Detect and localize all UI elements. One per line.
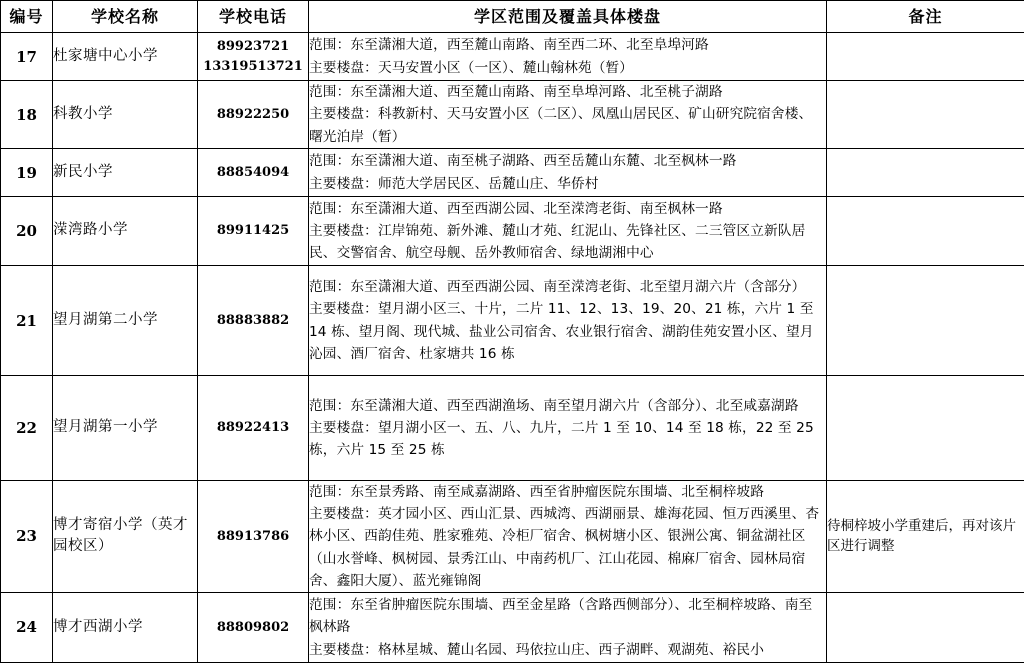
scope-range: 范围：东至省肿瘤医院东围墙、西至金星路（含路西侧部分）、北至桐梓坡路、南至枫林路 [309, 594, 826, 638]
column-header-remark: 备注 [827, 1, 1024, 33]
table-row [1, 33, 1024, 81]
table-row [1, 149, 1024, 197]
scope-range: 范围：东至潇湘大道，西至麓山南路、南至西二环、北至阜埠河路 [309, 34, 826, 56]
remark [827, 266, 1024, 376]
remark: 待桐梓坡小学重建后，再对该片区进行调整 [827, 481, 1024, 593]
district-scope [309, 149, 827, 197]
school-phone [198, 481, 309, 593]
school-name: 望月湖第一小学 [53, 376, 198, 481]
phone-number: 88922250 [198, 105, 308, 125]
row-id: 24 [1, 592, 53, 662]
phone-number: 89911425 [198, 221, 308, 241]
district-scope [309, 81, 827, 149]
table-body [1, 33, 1024, 663]
school-phone [198, 81, 309, 149]
school-phone [198, 266, 309, 376]
table-header [1, 1, 1024, 33]
phone-number: 88913786 [198, 527, 308, 547]
column-header-scope: 学区范围及覆盖具体楼盘 [309, 1, 827, 33]
scope-range: 范围：东至潇湘大道、西至西湖公园、南至溁湾老街、北至望月湖六片（含部分） [309, 276, 826, 298]
row-id: 22 [1, 376, 53, 481]
scope-range: 范围：东至潇湘大道、南至桃子湖路、西至岳麓山东麓、北至枫林一路 [309, 150, 826, 172]
scope-buildings: 主要楼盘：望月湖小区一、五、八、九片，二片 1 至 10、14 至 18 栋，22 至 25 栋，六片 15 至 25 栋 [309, 417, 826, 461]
school-name: 博才寄宿小学（英才园校区） [53, 481, 198, 593]
remark [827, 376, 1024, 481]
district-scope [309, 592, 827, 662]
table-row [1, 81, 1024, 149]
row-id: 23 [1, 481, 53, 593]
remark [827, 33, 1024, 81]
phone-number: 88922413 [198, 418, 308, 438]
scope-buildings: 主要楼盘：望月湖小区三、十片，二片 11、12、13、19、20、21 栋，六片 1 至 14 栋、望月阁、现代城、盐业公司宿舍、农业银行宿舍、湖韵佳苑安置小区、望月沁园、酒厂宿舍、杜家塘共 16 栋 [309, 298, 826, 365]
scope-buildings: 主要楼盘：格林星城、麓山名园、玛依拉山庄、西子湖畔、观湖苑、裕民小 [309, 639, 826, 661]
column-header-phone: 学校电话 [198, 1, 309, 33]
scope-range: 范围：东至潇湘大道、西至西湖公园、北至溁湾老街、南至枫林一路 [309, 198, 826, 220]
row-id: 18 [1, 81, 53, 149]
table-row [1, 481, 1024, 593]
phone-number: 88809802 [198, 618, 308, 638]
school-name: 望月湖第二小学 [53, 266, 198, 376]
scope-range: 范围：东至景秀路、南至咸嘉湖路、西至省肿瘤医院东围墙、北至桐梓坡路 [309, 481, 826, 503]
scope-buildings: 主要楼盘：英才园小区、西山汇景、西城湾、西湖丽景、雄海花园、恒万西溪里、杏林小区、西韵佳苑、胜家雅苑、冷柜厂宿舍、枫树塘小区、银洲公寓、铜盆湖社区（山水誉峰、枫树园、景秀江山、中南药机厂、江山花园、棉麻厂宿舍、园林局宿舍、鑫阳大厦）、蓝光雍锦阁 [309, 503, 826, 592]
district-scope [309, 481, 827, 593]
scope-buildings: 主要楼盘：天马安置小区（一区）、麓山翰林苑（暂） [309, 57, 826, 79]
remark [827, 81, 1024, 149]
remark [827, 149, 1024, 197]
column-header-id: 编号 [1, 1, 53, 33]
district-scope [309, 376, 827, 481]
phone-number: 88883882 [198, 311, 308, 331]
table-row [1, 592, 1024, 662]
district-scope [309, 33, 827, 81]
school-phone [198, 376, 309, 481]
district-scope [309, 197, 827, 266]
scope-range: 范围：东至潇湘大道、西至麓山南路、南至阜埠河路、北至桃子湖路 [309, 81, 826, 103]
row-id: 20 [1, 197, 53, 266]
row-id: 17 [1, 33, 53, 81]
scope-buildings: 主要楼盘：江岸锦苑、新外滩、麓山才苑、红泥山、先锋社区、二三管区立新队居民、交警宿舍、航空母舰、岳外教师宿舍、绿地湖湘中心 [309, 220, 826, 264]
scope-buildings: 主要楼盘：师范大学居民区、岳麓山庄、华侨村 [309, 173, 826, 195]
column-header-name: 学校名称 [53, 1, 198, 33]
school-name: 溁湾路小学 [53, 197, 198, 266]
phone-number: 88854094 [198, 163, 308, 183]
table-row [1, 376, 1024, 481]
scope-buildings: 主要楼盘：科教新村、天马安置小区（二区）、凤凰山居民区、矿山研究院宿舍楼、曙光泊岸（暂） [309, 103, 826, 147]
school-name: 杜家塘中心小学 [53, 33, 198, 81]
school-phone [198, 33, 309, 81]
table-row [1, 197, 1024, 266]
school-name: 博才西湖小学 [53, 592, 198, 662]
school-phone [198, 592, 309, 662]
table-header-row [1, 1, 1024, 33]
school-phone [198, 197, 309, 266]
phone-number: 13319513721 [198, 57, 308, 77]
school-name: 新民小学 [53, 149, 198, 197]
school-name: 科教小学 [53, 81, 198, 149]
remark [827, 197, 1024, 266]
remark [827, 592, 1024, 662]
district-scope [309, 266, 827, 376]
school-phone [198, 149, 309, 197]
phone-number: 89923721 [198, 37, 308, 57]
row-id: 21 [1, 266, 53, 376]
scope-range: 范围：东至潇湘大道、西至西湖渔场、南至望月湖六片（含部分）、北至咸嘉湖路 [309, 395, 826, 417]
table-row [1, 266, 1024, 376]
row-id: 19 [1, 149, 53, 197]
